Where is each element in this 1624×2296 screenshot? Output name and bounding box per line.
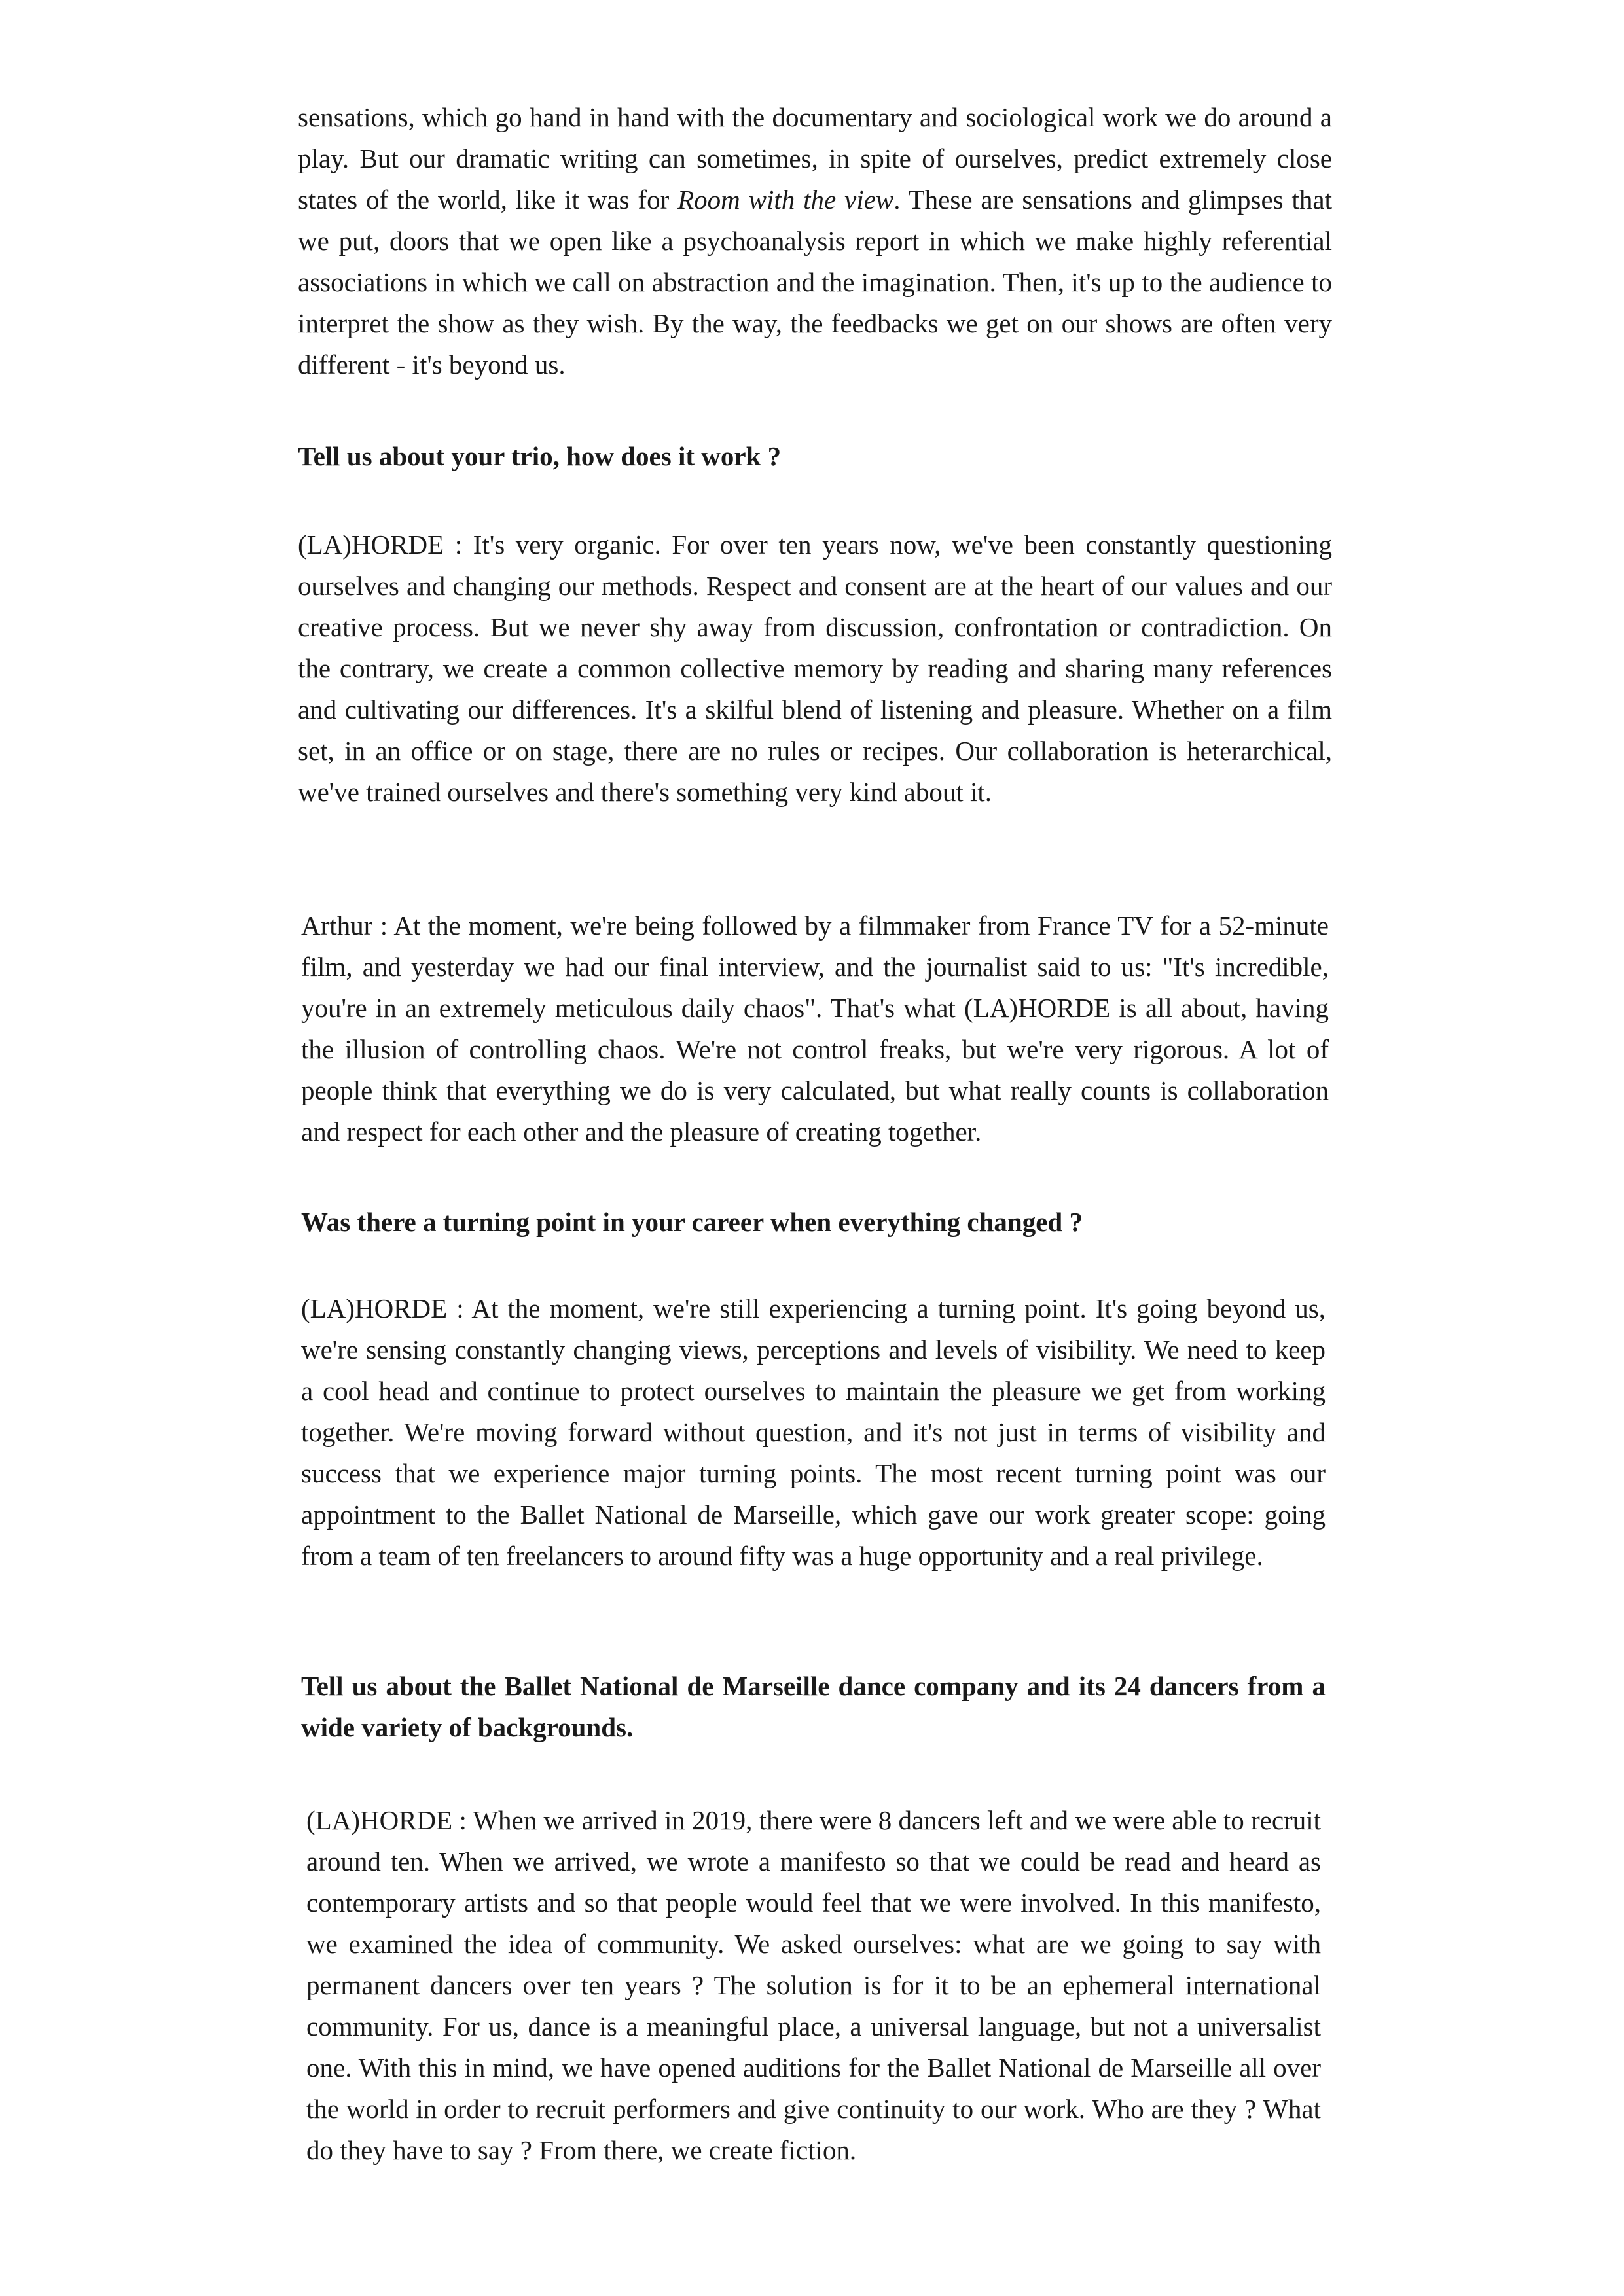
play-title-italic: Room with the view [677,185,894,215]
answer-ballet-company: (LA)HORDE : When we arrived in 2019, there were 8 dancers left and we were able to recruit around ten. When we arrived, we wrote a manifesto so that we could be read and heard as contemporary artists and so that people would feel that we were involved. In this manifesto, we examined the idea of community. We asked ourselves: what are we going to say with permanent dancers over ten years ? The solution is for it to be an ephemeral international community. For us, dance is a meaningful place, a universal language, but not a universalist one. With this in mind, we have opened auditions for the Ballet National de Marseille all over the world in order to recruit performers and give continuity to our work. Who are they ? What do they have to say ? From there, we create fiction. [306,1805,1321,2165]
answer-turning-point: (LA)HORDE : At the moment, we're still experiencing a turning point. It's going beyond us, we're sensing constantly changing views, perceptions and levels of visibility. We need to keep a cool head and continue to protect ourselves to maintain the pleasure we get from working together. We're moving forward without question, and it's not just in terms of visibility and success that we experience major turning points. The most recent turning point was our appointment to the Ballet National de Marseille, which gave our work greater scope: going from a team of ten freelancers to around fifty was a huge opportunity and a real privilege. [301,1293,1326,1571]
answer-trio-lahorde: (LA)HORDE : It's very organic. For over ten years now, we've been constantly questioning ourselves and changing our methods. Respect and consent are at the heart of our values and our creative process. But we never shy away from discussion, confrontation or contradiction. On the contrary, we create a common collective memory by reading and sharing many references and cultivating our differences. It's a skilful blend of listening and pleasure. Whether on a film set, in an office or on stage, there are no rules or recipes. Our collaboration is heterarchical, we've trained ourselves and there's something very kind about it. [298,529,1332,807]
paragraph-intro-text-after: . These are sensations and glimpses that we put, doors that we open like a psychoanalysis report in which we make highly referential associations in which we call on abstraction and the imagination. Then, it's up to the audience to interpret the show as they wish. By the way, the feedbacks we get on our shows are often very different - it's beyond us. [298,185,1332,380]
question-turning-point: Was there a turning point in your career when everything changed ? [301,1207,1083,1237]
answer-trio-arthur: Arthur : At the moment, we're being followed by a filmmaker from France TV for a 52-minute film, and yesterday we had our final interview, and the journalist said to us: "It's incredible, you're in an extremely meticulous daily chaos". That's what (LA)HORDE is all about, having the illusion of controlling chaos. We're not control freaks, but we're very rigorous. A lot of people think that everything we do is very calculated, but what really counts is collaboration and respect for each other and the pleasure of creating together. [301,910,1329,1147]
paragraph-intro [298,97,1332,386]
paragraph-intro-text-before: sensations, which go hand in hand with the documentary and sociological work we do around a play. But our dramatic writing can sometimes, in spite of ourselves, predict extremely close states of the world, like it was for [298,102,1332,215]
question-ballet-company: Tell us about the Ballet National de Marseille dance company and its 24 dancers from a wide variety of backgrounds. [301,1671,1326,1742]
question-trio: Tell us about your trio, how does it work ? [298,441,782,471]
